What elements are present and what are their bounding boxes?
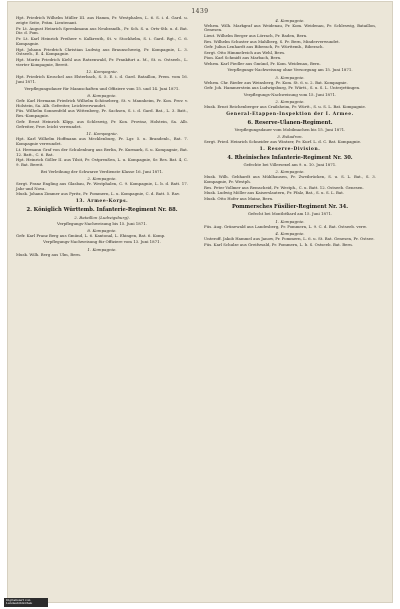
list-entry: Hpt. Friedrich Wilhelm Müller III. aus Hamm, Pr. Westphalen, L. 6. S. i. d. Gard. u. zeigte Seite, Präm. Lieutenant.: [16, 15, 188, 25]
company-heading: 1. Kompagnie.: [275, 218, 305, 224]
note-heading: Gefechte bei Villersexel am 9. u. 10. Juni 1871.: [243, 162, 337, 168]
company-heading: 4. Kompagnie.: [275, 17, 305, 23]
note-heading: Verpflegungsdauer vom Mobilmachen bis 15. Juni 1871.: [234, 126, 346, 132]
list-entry: Pr. Lt. August Heinrich Sprenkmann aus Neubrandb., Pr. Sch. S. u. Orts-Stb. u. d. Bat. Dir. d. Pom.: [16, 25, 188, 36]
list-entry: Pr. Lt. Karl Heinrich Freiherr v. Kalkreuth, St. v. Stockhelm, S. i. Gard. Rgt., C. 6. Kompagnie.: [16, 36, 188, 46]
company-heading: 2. Kompagnie.: [275, 98, 305, 104]
regiment-heading: 4. Rheinisches Infanterie-Regiment Nr. 30.: [227, 155, 353, 162]
company-heading: 1. Kompagnie.: [87, 246, 117, 252]
list-entry: Sergt. Fried. Heinrich Schneider aus Wintzer, Pr. Kurf. L. d. C. Bat. Kompagnie.: [204, 139, 362, 145]
note-heading: Verpflegungs-Nachweisung vom 15. Juni 1871.: [243, 91, 337, 97]
library-watermark: [4, 598, 48, 607]
left-column: [16, 16, 188, 258]
list-entry: Pion. Karl Schmidt aus Marbach, Bern.: [204, 55, 282, 61]
regiment-heading: 2. Königlich Württemb. Infanterie-Regiment Nr. 88.: [26, 207, 178, 214]
note-heading: Bei Verleihung der Schwarze Verdienste Klasse 16. Juni 1871.: [40, 168, 164, 174]
list-entry: Unteroff. Jakob Hammel aus Janow, Pr. Pommern, L. 6. u. St. Bat. Genesen, Pr. Ostsee.: [204, 236, 375, 242]
note-heading: Verpflegungs-Nachweisung für Offiziere vom 13. Juni 1871.: [43, 239, 161, 245]
company-heading: 4. Kompagnie.: [275, 231, 305, 237]
section-heading: General-Etappen-Inspektion der I. Armee.: [226, 111, 354, 117]
company-heading: 2. Bataillon (Ludwigsburg).: [74, 215, 130, 221]
list-entry: Wehrm. Karl Fiedler aus Gmünd, Pr. Kom. Weidenau, Bern.: [204, 60, 321, 66]
list-entry: Sergt. Franz Engling aus Glasbau, Pr. Westphalen, C. 9. Kompagnie, L. b. d. Batt. 17. Jahr und Nova.: [16, 180, 188, 191]
list-entry: Hpt. Heinrich Göller II. aus Tilsit, Pr. Ostpreußen, L. u. Kompagnie, Sr. Res. Bat. 4, C. 9. Bat. Bereit.: [16, 157, 188, 168]
list-entry: Hpt. Karl Wilhelm Hoffmann aus Mecklenburg, Pr. Lgr. 5. u. Brandenb., Bat. 7. Kompagnie verwundet.: [16, 136, 188, 147]
regiment-heading: 6. Reserve-Ulanen-Regiment.: [247, 119, 333, 126]
watermark-line-2: Landesbibliothek: [6, 601, 33, 606]
list-entry: Gefr. Karl Franz Berg aus Gmünd, L. 6. Kantonal, L. Ehingen, Bat. 6. Komp.: [16, 233, 166, 239]
right-column: [204, 16, 376, 248]
list-entry: Res. Wilhelm Schuster aus Mahlberg, S. Pr. Bern, Minderverwundet.: [204, 38, 340, 44]
company-heading: 2. Kompagnie.: [87, 175, 117, 181]
list-entry: Gefr. Julius Lenhardt aus Biberach, Pr. Württemb., Biberach.: [204, 44, 324, 50]
list-entry: Wehrm. Wilh. Markgraf aus Weidenau, Pr. Kom. Weidenau, Pr. Schleswig, Bataillon, Genesen.: [204, 22, 376, 33]
list-entry: Wehrm. Chr. Rieder aus Weinsberg, Pr. Kom. St. 6. u. 2. Bat. Kompagnie.: [204, 79, 348, 85]
company-heading: 2. Kompagnie.: [275, 169, 305, 175]
company-heading: 5. Kompagnie.: [275, 74, 305, 80]
section-heading: 1. Reserve-Division.: [259, 147, 321, 153]
note-heading: Verpflegungs-Nachweisung bis 15. Juni 1871.: [57, 220, 147, 226]
note-heading: Verpflegungs-Nachweisung ohne Versorgung am 15. Juni 1871.: [227, 67, 353, 73]
list-entry: Hpt. Johann Friedrich Christian Ludwig aus Braunschweig, Pr. Kompagnie, L. 3. Ostseeb., E. 4. Kompagnie.: [16, 46, 188, 57]
list-entry: Musk. Johann Zimmer aus Pyritz, Pr. Pommern, L. u. Kompagnie, C. d. Batt. 5. Rav.: [16, 191, 180, 197]
list-entry: Musk. Wilh. Berg aus Ulm, Bern.: [16, 251, 81, 257]
page-number: 1439: [191, 8, 209, 15]
watermark-line-1: Digitalisiert von: [6, 597, 31, 602]
company-heading: 8. Kompagnie.: [87, 228, 117, 234]
list-entry: Res. Peter Vollmer aus Remscheid, Pr. Westph., C. u. Batt. 12. Ostseeb. Genesen.: [204, 184, 364, 190]
company-heading: 11. Kompagnie.: [86, 131, 118, 137]
list-entry: Hpt. Friedrich Kroschel aus Elsterbach, S. 5. E. i. d. Gard. Bataillon, Prem. vom 16. Juni 1871.: [16, 74, 188, 85]
company-heading: 3. Eskadron.: [277, 134, 303, 140]
list-entry: Füs. Karl Schulze aus Greifswald, Pr. Pommern, L. b. S. Ostseeb. Bat. Bern.: [204, 241, 353, 247]
section-heading: 13. Armee-Korps.: [75, 199, 129, 205]
company-heading: 12. Kompagnie.: [86, 69, 118, 75]
document-page: [8, 2, 392, 602]
list-entry: Musk. Otto Hofer aus Mainz, Bern.: [204, 196, 274, 202]
list-entry: Füs. Aug. Grünewald aus Landesberg, Pr. Pommern, L. 9. C. d. Bat. Ostseeb. verw.: [204, 223, 367, 229]
list-entry: Sergt. Otto Himmelreich aus Wehl, Bern.: [204, 49, 286, 55]
list-entry: Füs. Wilhelm Sonnenfeld aus Wittenberg, Pr. Sachsen, S. i. d. Gard. Bat., L. 3. Batt., Res.-Kompagnie.: [16, 108, 188, 119]
list-entry: Musk. Ernst Reichenberger aus Crailsheim, Pr. Württ., S. u. S. L. Bat. Kompagnie.: [204, 103, 366, 109]
note-heading: Verpflegungsdauer für Mannschaften und Offiziere vom 15. und 14. Juni 1871.: [24, 85, 180, 91]
list-entry: Gefr. Joh. Hammerstein aus Ludwigsburg, Pr. Württ., S. u. S. L. Unterjettingen.: [204, 85, 361, 91]
list-entry: Musk. Ludwig Möller aus Kaiserslautern, Pr. Pfalz, Bat., S. u. S. L. Bat.: [204, 190, 345, 196]
list-entry: Lt. Hermann Graf von der Schulenburg aus Berlin, Pr. Kurmark, S. u. Kompagnie, Bat. 12. Batt., C. 6. Bat.: [16, 146, 188, 157]
list-entry: Hpt. Moritz Friedrich Kiehl aus Ratzenwald, Pr. Frankfurt a. M., St. n. Ostseeb., L. vierter Kompagnie, Bereit.: [16, 57, 188, 67]
list-entry: Gefr. Ernst Heinrich Klipp. aus Schleswig, Pr. Kon. Provinz, Holstein, Sa. Alb. Gefreiter, Prov. leicht verwundet.: [16, 118, 188, 129]
regiment-heading: Pommersches Füsilier-Regiment Nr. 34.: [231, 204, 349, 211]
list-entry: Lieut. Wilhelm Berger aus Lörrach, Pr. Baden, Bern.: [204, 33, 308, 38]
note-heading: Gefecht bei Montbéliard am 15. Juni 1871.: [247, 211, 333, 217]
company-heading: 8. Kompagnie.: [87, 92, 117, 98]
list-entry: Musk. Wilh. Gebhardt aus Mühlhausen, Pr. Zweibrücken, S. u. S. L. Bat., S. 3. Kompagnie, Pr. Westph.: [204, 174, 376, 185]
list-entry: Gefr. Karl Hermann Friedrich Wilhelm Schöneberg, St. v. Mannheim, Pr. Kon. Prov. v. Holstein, Sa. Alb. Gefreiter, Leichtverwundet.: [16, 97, 188, 108]
